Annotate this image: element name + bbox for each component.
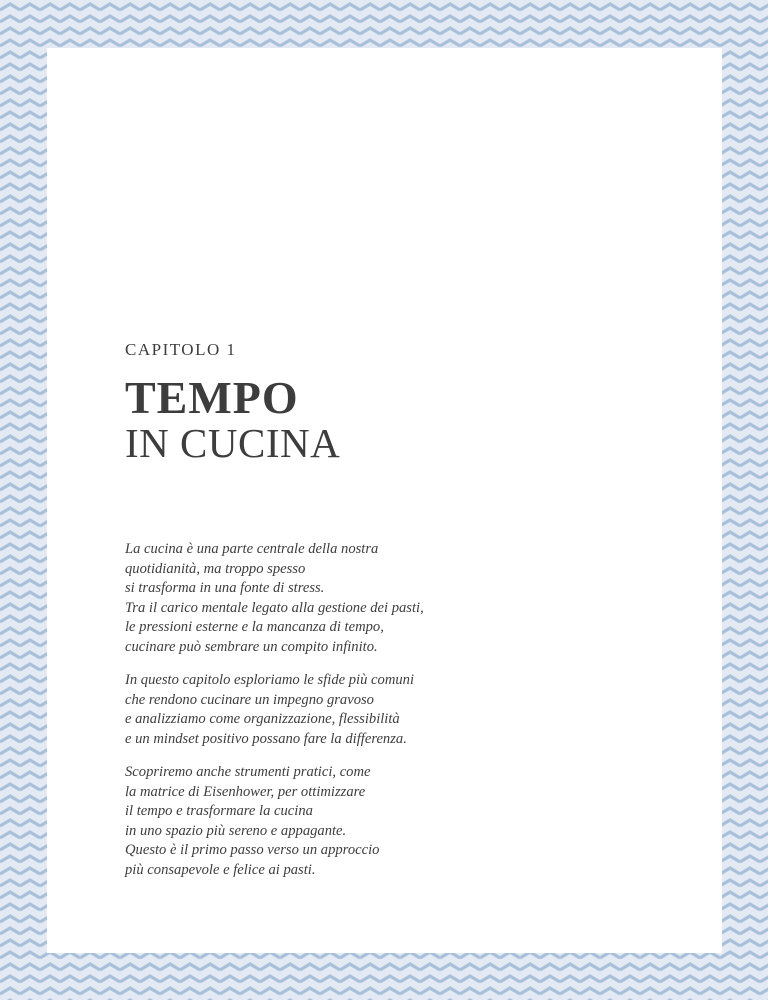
text-line: Questo è il primo passo verso un approccio: [125, 842, 380, 858]
text-line: le pressioni esterne e la mancanza di tempo,: [125, 619, 384, 635]
text-line: la matrice di Eisenhower, per ottimizzare: [125, 783, 366, 800]
text-line: cucinare può sembrare un compito infinito.: [125, 638, 378, 655]
paragraph-3: [125, 763, 685, 880]
chapter-title-line2: IN CUCINA: [125, 420, 341, 466]
text-line: e un mindset positivo possano fare la differenza.: [125, 730, 407, 747]
chapter-title-line1: TEMPO: [125, 372, 299, 423]
text-line: che rendono cucinare un impegno gravoso: [125, 691, 374, 708]
paragraph-1: [125, 540, 685, 657]
text-line: più consapevole e felice ai pasti.: [125, 861, 316, 878]
chapter-intro-text: [125, 540, 685, 880]
text-line: il tempo e trasformare la cucina: [125, 803, 313, 819]
text-line: La cucina è una parte centrale della nostra: [125, 541, 379, 557]
chapter-label: CAPITOLO 1: [125, 340, 237, 359]
chapter-opener: [125, 338, 685, 894]
text-line: si trasforma in una fonte di stress.: [125, 580, 325, 596]
paragraph-2: [125, 671, 685, 749]
text-line: e analizziamo come organizzazione, flessibilità: [125, 711, 400, 727]
text-line: in uno spazio più sereno e appagante.: [125, 822, 347, 839]
text-line: Tra il carico mentale legato alla gestione dei pasti,: [125, 599, 424, 616]
text-line: quotidianità, ma troppo spesso: [125, 560, 306, 577]
text-line: In questo capitolo esploriamo le sfide più comuni: [125, 672, 415, 688]
text-line: Scopriremo anche strumenti pratici, come: [125, 764, 371, 780]
page-sheet: [47, 48, 722, 953]
